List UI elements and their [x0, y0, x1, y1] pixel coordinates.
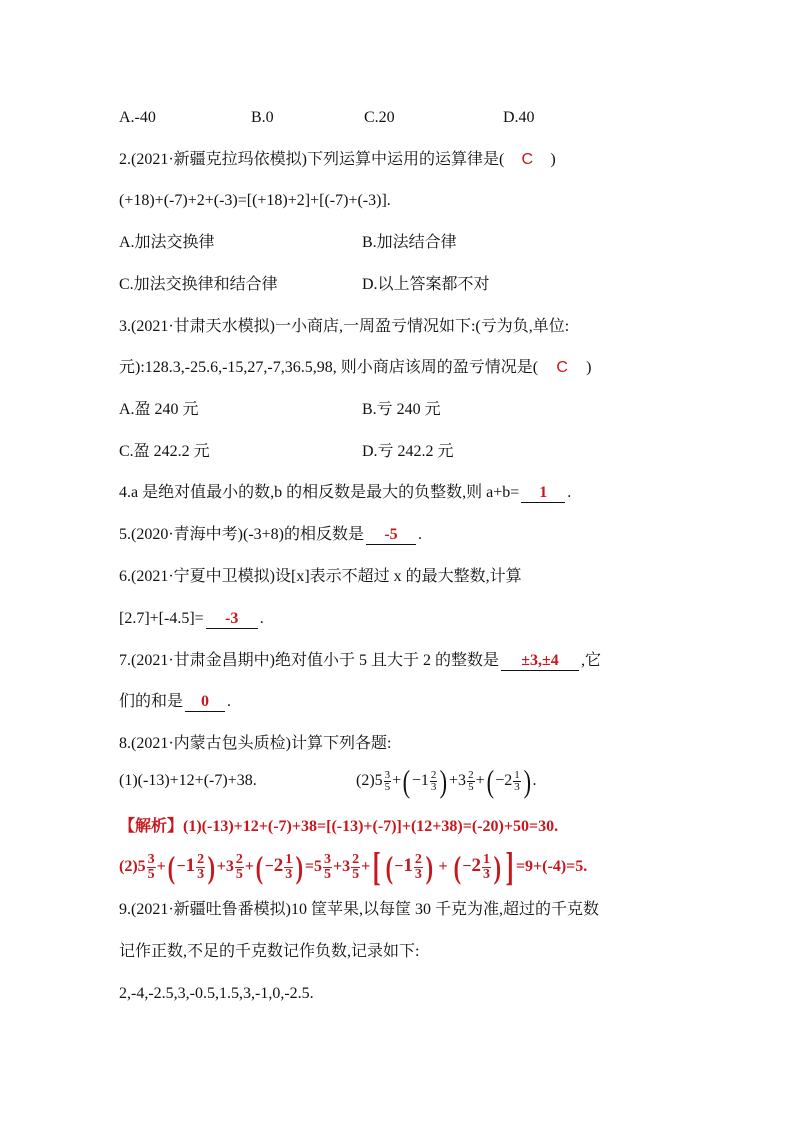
q3-answer: C [556, 359, 568, 376]
q7-answer2-blank: 0 [185, 693, 225, 712]
q7-stem-line2: 们的和是 0 . [119, 693, 232, 710]
q2-option-d: D.以上答案都不对 [362, 276, 490, 293]
q8-part1: (1)(-13)+12+(-7)+38. [119, 772, 257, 789]
q2-answer: C [521, 151, 534, 168]
q6-stem-line2: [2.7]+[-4.5]= -3 . [119, 610, 264, 627]
q8-solution-part1: 【解析】(1)(-13)+12+(-7)+38=[(-13)+(-7)]+(12+38)=(-20)+50=30. [119, 818, 559, 835]
q9-stem-line2: 记作正数,不足的千克数记作负数,记录如下: [119, 943, 420, 960]
q7-stem-line1: 7.(2021·甘肃金昌期中)绝对值小于 5 且大于 2 的整数是 ±3,±4 ,它 [119, 652, 602, 669]
q2-expression: (+18)+(-7)+2+(-3)=[(+18)+2]+[(-7)+(-3)]. [119, 192, 391, 209]
q9-data: 2,-4,-2.5,3,-0.5,1.5,3,-1,0,-2.5. [119, 985, 314, 1002]
q6-stem-line1: 6.(2021·宁夏中卫模拟)设[x]表示不超过 x 的最大整数,计算 [119, 568, 522, 585]
q8-solution-part2: (2)5 $\frac{3}{5}$ +(−1 $\frac{2}{3}$ )+3 $\frac{2}{5}$ +(−2 $\frac{1}{3}$ )=5 $\frac{3}{5}$ +3 $\frac{2}{5}$ +[ (−1 $\frac{2}{3}$ ) + (−2 $\frac{1}{3}$ ) ] =9+(-4)=5. [119, 844, 588, 890]
q5-answer-blank: -5 [366, 526, 416, 545]
q5-stem: 5.(2020·青海中考)(-3+8)的相反数是 -5 . [119, 526, 422, 543]
q4-stem: 4.a 是绝对值最小的数,b 的相反数是最大的负整数,则 a+b= 1 . [119, 484, 572, 501]
q2-option-b: B.加法结合律 [362, 234, 457, 251]
q4-answer-blank: 1 [521, 484, 565, 503]
q7-answer1-blank: ±3,±4 [501, 652, 579, 671]
q2-stem: 2.(2021·新疆克拉玛依模拟)下列运算中运用的运算律是( C ) [119, 149, 556, 171]
q1-option-b: B.0 [251, 109, 274, 126]
q1-option-c: C.20 [364, 109, 395, 126]
q9-stem-line1: 9.(2021·新疆吐鲁番模拟)10 筐苹果,以每筐 30 千克为准,超过的千克数 [119, 901, 599, 918]
q3-option-a: A.盈 240 元 [119, 401, 199, 418]
q3-stem-line1: 3.(2021·甘肃天水模拟)一小商店,一周盈亏情况如下:(亏为负,单位: [119, 318, 570, 335]
q3-option-d: D.亏 242.2 元 [362, 443, 454, 460]
q3-stem-line2: 元):128.3,-25.6,-15,27,-7,36.5,98, 则小商店该周的盈亏情况是( C ) [119, 357, 591, 379]
q1-option-d: D.40 [503, 109, 535, 126]
q1-option-a: A.-40 [119, 109, 156, 126]
solution-label: 【解析】 [119, 818, 184, 835]
q2-option-a: A.加法交换律 [119, 234, 215, 251]
q3-option-c: C.盈 242.2 元 [119, 443, 210, 460]
q6-answer-blank: -3 [206, 610, 258, 629]
q8-part2: (2)5 $\frac{3}{5}$ +(−1 $\frac{2}{3}$ )+3 $\frac{2}{5}$ +(−2 $\frac{1}{3}$ ). [356, 763, 537, 800]
q3-option-b: B.亏 240 元 [362, 401, 441, 418]
q2-option-c: C.加法交换律和结合律 [119, 276, 278, 293]
q8-stem: 8.(2021·内蒙古包头质检)计算下列各题: [119, 735, 392, 752]
